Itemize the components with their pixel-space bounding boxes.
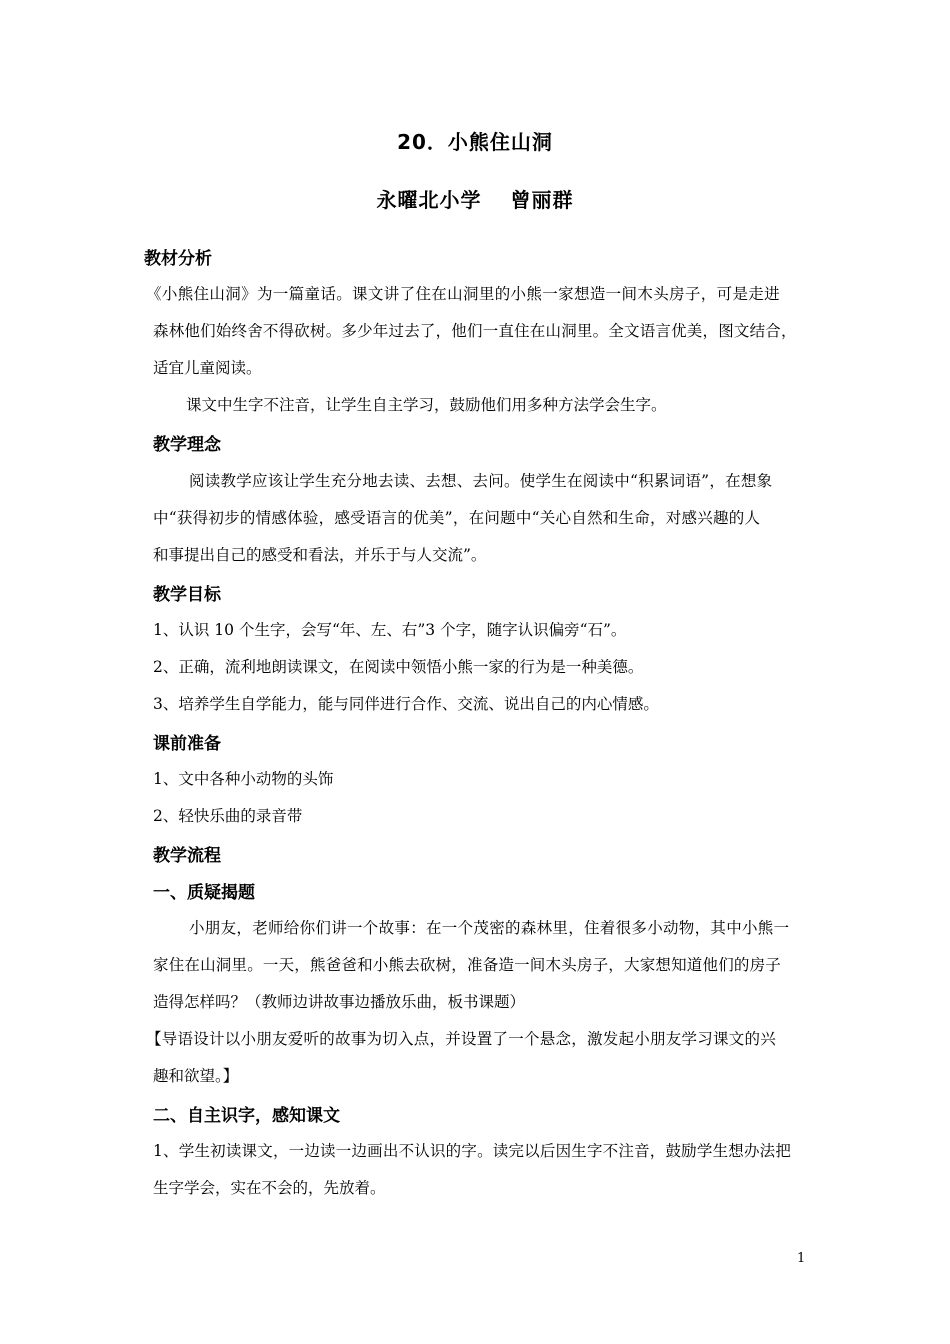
part1-line-2: 家住在山洞里。一天，熊爸爸和小熊去砍树，准备造一间木头房子，大家想知道他们的房子 bbox=[153, 956, 782, 974]
analysis-line-1: 《小熊住山洞》为一篇童话。课文讲了住在山洞里的小熊一家想造一间木头房子，可是走进 bbox=[146, 285, 781, 303]
heading-prep: 课前准备 bbox=[153, 734, 221, 754]
concept-line-1: 阅读教学应该让学生充分地去读、去想、去问。使学生在阅读中“积累词语”，在想象 bbox=[189, 472, 773, 490]
analysis-line-4: 课文中生字不注音，让学生自主学习，鼓励他们用多种方法学会生字。 bbox=[186, 396, 667, 414]
goal-item-3: 3、培养学生自学能力，能与同伴进行合作、交流、说出自己的内心情感。 bbox=[153, 695, 659, 713]
goal-item-1: 1、认识 10 个生字，会写“年、左、右”3 个字，随字认识偏旁“石”。 bbox=[153, 621, 627, 639]
prep-item-2: 2、轻快乐曲的录音带 bbox=[153, 807, 303, 825]
heading-process: 教学流程 bbox=[153, 846, 221, 866]
analysis-line-2: 森林他们始终舍不得砍树。多少年过去了，他们一直住在山洞里。全文语言优美，图文结合， bbox=[153, 322, 797, 340]
document-title: 20．小熊住山洞 bbox=[397, 130, 553, 154]
concept-line-2: 中“获得初步的情感体验，感受语言的优美”，在问题中“关心自然和生命，对感兴趣的人 bbox=[153, 509, 761, 527]
concept-line-3: 和事提出自己的感受和看法，并乐于与人交流”。 bbox=[153, 546, 487, 564]
part1-line-5: 趣和欲望。】 bbox=[153, 1067, 239, 1085]
part1-line-1: 小朋友，老师给你们讲一个故事：在一个茂密的森林里，住着很多小动物，其中小熊一 bbox=[189, 919, 790, 937]
heading-analysis: 教材分析 bbox=[144, 249, 212, 269]
part1-line-3: 造得怎样吗？（教师边讲故事边播放乐曲，板书课题） bbox=[153, 993, 526, 1011]
part2-line-1: 1、学生初读课文，一边读一边画出不认识的字。读完以后因生字不注音，鼓励学生想办法把 bbox=[153, 1142, 792, 1160]
prep-item-1: 1、文中各种小动物的头饰 bbox=[153, 770, 334, 788]
heading-concept: 教学理念 bbox=[153, 435, 221, 455]
heading-goals: 教学目标 bbox=[153, 585, 221, 605]
part2-line-2: 生字学会，实在不会的，先放着。 bbox=[153, 1179, 386, 1197]
part1-line-4: 【导语设计以小朋友爱听的故事为切入点，并设置了一个悬念，激发起小朋友学习课文的兴 bbox=[146, 1030, 777, 1048]
page-number: 1 bbox=[797, 1251, 806, 1266]
document-author: 永曜北小学 曾丽群 bbox=[376, 188, 574, 212]
analysis-line-3: 适宜儿童阅读。 bbox=[153, 359, 262, 377]
goal-item-2: 2、正确，流利地朗读课文，在阅读中领悟小熊一家的行为是一种美德。 bbox=[153, 658, 644, 676]
heading-part-2: 二、自主识字，感知课文 bbox=[153, 1106, 340, 1126]
heading-part-1: 一、质疑揭题 bbox=[153, 883, 255, 903]
